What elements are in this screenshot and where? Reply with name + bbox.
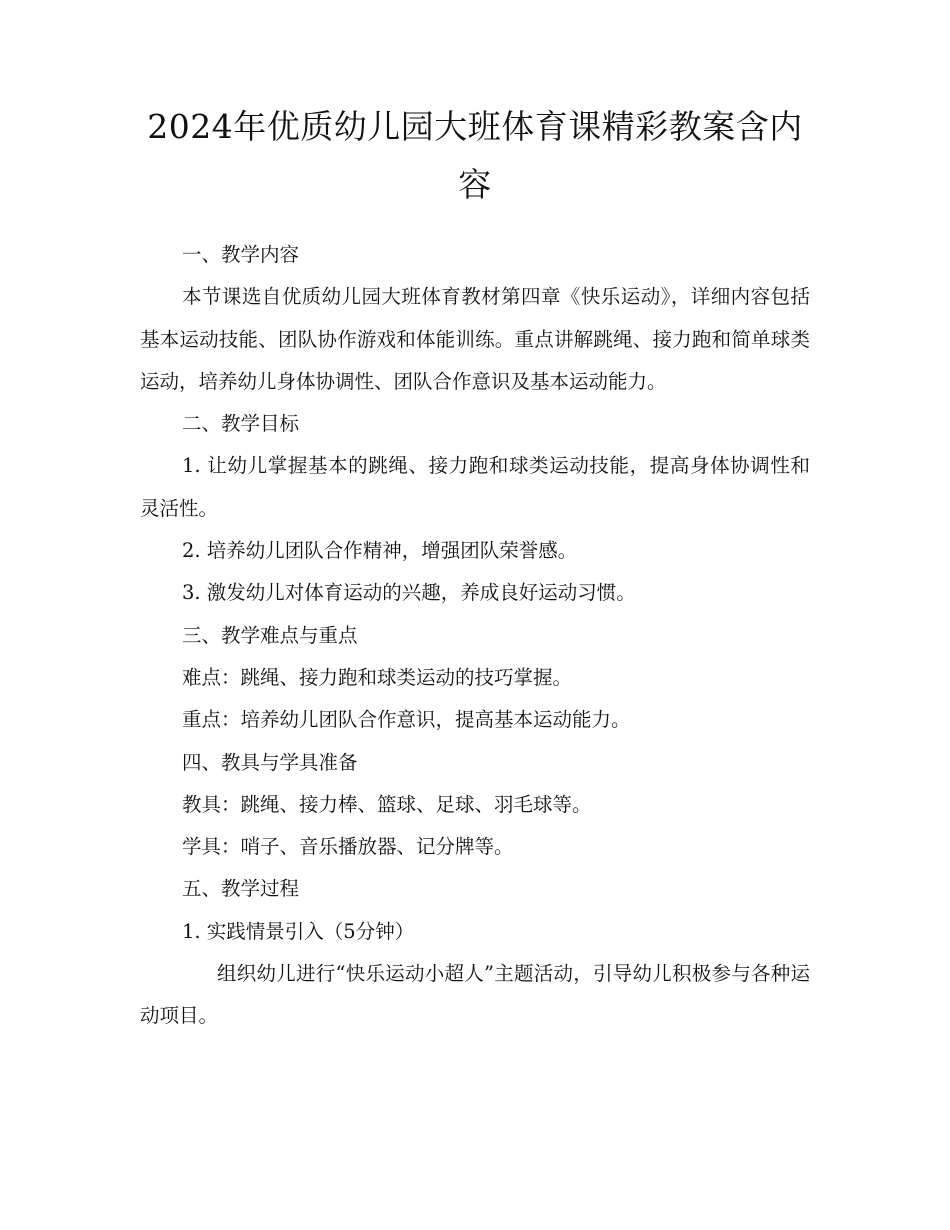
list-item: 1. 实践情景引入（5分钟） xyxy=(182,919,415,943)
document-title: 2024年优质幼儿园大班体育课精彩教案含内容 xyxy=(147,107,803,204)
section-heading: 五、教学过程 xyxy=(182,877,300,901)
section-heading: 一、教学内容 xyxy=(182,243,300,266)
paragraph: 教具：跳绳、接力棒、篮球、足球、羽毛球等。 xyxy=(182,792,592,816)
paragraph: 学具：哨子、音乐播放器、记分牌等。 xyxy=(182,835,514,859)
paragraph: 本节课选自优质幼儿园大班体育教材第四章《快乐运动》，详细内容包括基本运动技能、团队协作游戏和体能训练。重点讲解跳绳、接力跑和简单球类运动，培养幼儿身体协调性、团队合作意识及基本运动能力。 xyxy=(140,285,810,393)
paragraph: 重点：培养幼儿团队合作意识，提高基本运动能力。 xyxy=(182,708,631,732)
section-heading: 三、教学难点与重点 xyxy=(182,623,358,647)
section-heading: 四、教具与学具准备 xyxy=(182,750,358,774)
list-item: 1. 让幼儿掌握基本的跳绳、接力跑和球类运动技能，提高身体协调性和灵活性。 xyxy=(140,454,810,520)
section-heading: 二、教学目标 xyxy=(182,412,300,436)
paragraph: 难点：跳绳、接力跑和球类运动的技巧掌握。 xyxy=(182,665,573,689)
list-item: 3. 激发幼儿对体育运动的兴趣，养成良好运动习惯。 xyxy=(182,581,636,605)
document-body xyxy=(140,234,810,1038)
paragraph: 组织幼儿进行“快乐运动小超人”主题活动，引导幼儿积极参与各种运动项目。 xyxy=(140,962,810,1028)
list-item: 2. 培养幼儿团队合作精神，增强团队荣誉感。 xyxy=(182,539,578,563)
